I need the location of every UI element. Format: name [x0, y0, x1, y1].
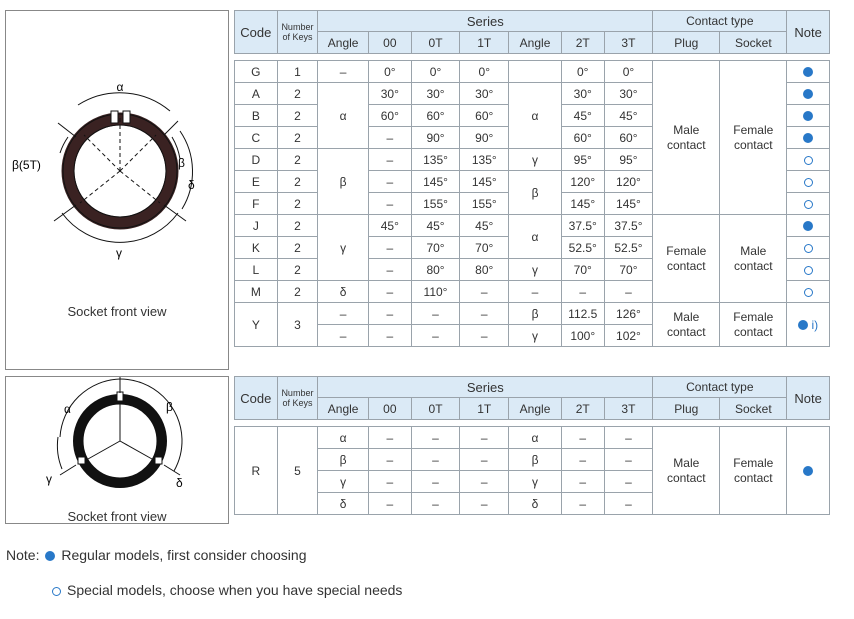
filled-dot-icon — [45, 551, 55, 561]
beta-label: β — [166, 400, 173, 414]
table-row: R 5 α – – – α – – Male contact Female contact — [235, 427, 830, 449]
header-note: Note — [787, 377, 830, 420]
header-series: Series — [318, 377, 653, 398]
table-row: δ – – – δ – – — [235, 493, 830, 515]
table-row: L 2 – 80° 80° γ 70° 70° — [235, 259, 830, 281]
table-row: C 2 – 90° 90° 60° 60° — [235, 127, 830, 149]
header-angle-2: Angle — [509, 32, 562, 54]
note-special — [787, 149, 830, 171]
plug-contact: Male contact — [653, 61, 720, 215]
legend-prefix: Note: — [6, 547, 40, 563]
note-regular — [787, 61, 830, 83]
hollow-circle-icon — [804, 244, 813, 253]
note-regular — [787, 127, 830, 149]
delta-label: δ — [188, 178, 195, 192]
note-regular-footnote: i) — [787, 303, 830, 347]
socket-contact: Female contact — [720, 61, 787, 215]
filled-dot-icon — [803, 466, 813, 476]
note-regular — [787, 215, 830, 237]
table-row: F 2 – 155° 155° 145° 145° — [235, 193, 830, 215]
socket-diagram-1 — [5, 10, 229, 370]
table-row: E 2 – 145° 145° β 120° 120° — [235, 171, 830, 193]
header-contact-type: Contact type — [653, 377, 787, 398]
header-plug: Plug — [653, 32, 720, 54]
filled-dot-icon — [803, 67, 813, 77]
filled-dot-icon — [803, 89, 813, 99]
table-row: G 1 – 0° 0° 0° 0° 0° Male contact Female contact — [235, 61, 830, 83]
legend-regular-text: Regular models, first consider choosing — [61, 547, 307, 563]
table-row: D 2 β – 135° 135° γ 95° 95° — [235, 149, 830, 171]
plug-contact: Female contact — [653, 215, 720, 303]
header-3t: 3T — [604, 32, 653, 54]
header-number-of-keys: Number of Keys — [277, 11, 318, 54]
note-regular — [787, 427, 830, 515]
table-row: A 2 α 30° 30° 30° α 30° 30° — [235, 83, 830, 105]
spec-table-1 — [234, 10, 830, 347]
socket-front-view-drawing-2 — [6, 377, 230, 507]
table-row: K 2 – 70° 70° 52.5° 52.5° — [235, 237, 830, 259]
header-socket: Socket — [720, 32, 787, 54]
header-angle: Angle — [318, 398, 369, 420]
beta-label: β — [178, 156, 185, 170]
delta-label: δ — [176, 476, 183, 490]
socket-contact: Female contact — [720, 303, 787, 347]
header-0t: 0T — [411, 32, 460, 54]
legend-regular — [6, 547, 306, 563]
header-00: 00 — [369, 32, 412, 54]
note-special — [787, 259, 830, 281]
socket-diagram-2 — [5, 376, 229, 524]
note-special — [787, 193, 830, 215]
header-angle-2: Angle — [509, 398, 562, 420]
header-socket: Socket — [720, 398, 787, 420]
note-special — [787, 281, 830, 303]
socket-front-view-drawing-1 — [6, 11, 230, 311]
header-1t: 1T — [460, 32, 509, 54]
note-special — [787, 171, 830, 193]
diagram-caption: Socket front view — [67, 509, 167, 524]
header-series: Series — [318, 11, 653, 32]
hollow-circle-icon — [804, 156, 813, 165]
hollow-circle-icon — [804, 266, 813, 275]
table-row: β – – – β – – — [235, 449, 830, 471]
alpha-label: α — [116, 80, 124, 94]
table-row: – – – – γ 100° 102° — [235, 325, 830, 347]
plug-contact: Male contact — [653, 303, 720, 347]
hollow-circle-icon — [52, 587, 61, 596]
header-1t: 1T — [460, 398, 509, 420]
note-special — [787, 237, 830, 259]
header-code: Code — [235, 11, 278, 54]
gamma-label: γ — [46, 472, 52, 486]
table-row: Y 3 – – – – β 112.5 126° Male contact Female contact i) — [235, 303, 830, 325]
socket-contact: Male contact — [720, 215, 787, 303]
table-row: M 2 δ – 110° – – – – — [235, 281, 830, 303]
legend-special — [50, 582, 402, 598]
hollow-circle-icon — [804, 200, 813, 209]
beta-5t-label: β(5T) — [12, 158, 41, 172]
hollow-circle-icon — [804, 178, 813, 187]
header-plug: Plug — [653, 398, 720, 420]
diagram-caption: Socket front view — [67, 304, 167, 319]
header-code: Code — [235, 377, 278, 420]
header-3t: 3T — [604, 398, 653, 420]
table-row: J 2 γ 45° 45° 45° α 37.5° 37.5° Female contact Male contact — [235, 215, 830, 237]
hollow-circle-icon — [804, 288, 813, 297]
header-note: Note — [787, 11, 830, 54]
header-contact-type: Contact type — [653, 11, 787, 32]
header-angle: Angle — [318, 32, 369, 54]
table-row: γ – – – γ – – — [235, 471, 830, 493]
header-2t: 2T — [561, 398, 604, 420]
note-regular — [787, 83, 830, 105]
header-number-of-keys: Number of Keys — [277, 377, 318, 420]
header-00: 00 — [369, 398, 412, 420]
legend-special-text: Special models, choose when you have special needs — [67, 582, 403, 598]
plug-contact: Male contact — [653, 427, 720, 515]
filled-dot-icon — [798, 320, 808, 330]
filled-dot-icon — [803, 221, 813, 231]
note-regular — [787, 105, 830, 127]
socket-contact: Female contact — [720, 427, 787, 515]
table-row: B 2 60° 60° 60° 45° 45° — [235, 105, 830, 127]
gamma-label: γ — [116, 246, 122, 260]
alpha-label: α — [64, 402, 71, 416]
header-0t: 0T — [411, 398, 460, 420]
header-2t: 2T — [561, 32, 604, 54]
filled-dot-icon — [803, 111, 813, 121]
spec-table-2 — [234, 376, 830, 515]
filled-dot-icon — [803, 133, 813, 143]
